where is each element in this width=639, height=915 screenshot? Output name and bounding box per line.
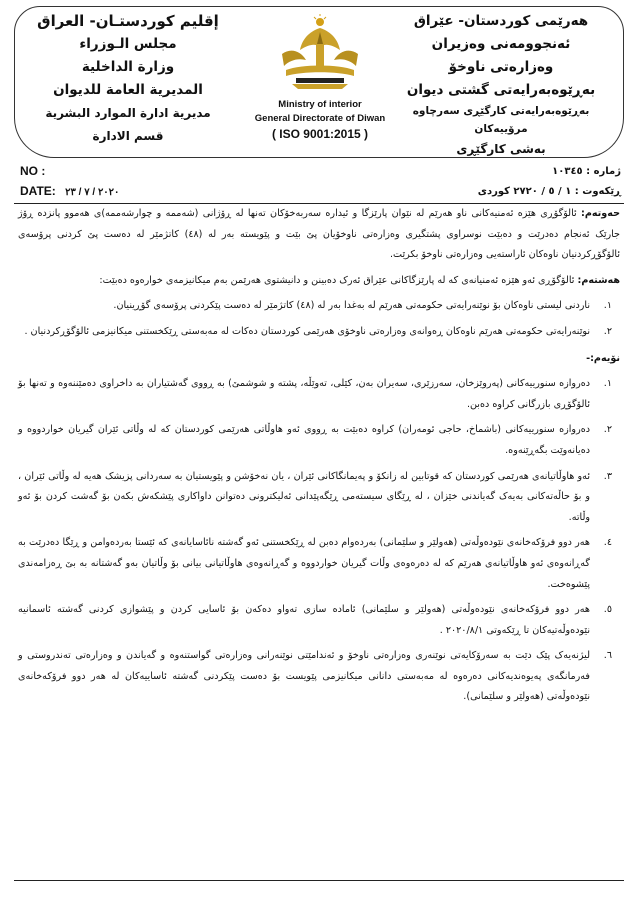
list-item [18,533,620,595]
arabic-header-line: مجلس الـوزراء [79,36,177,52]
item-text: هەر دوو فرۆکەخانەی نێودەوڵەتی (هەولێر و سلێمانی) ئامادە سازی تەواو دەکەن بۆ ئاسایی کردن و پێشوازی کردنی گەشتە ئاسمانیە نێودەوڵەتیەکان تا ڕێکەوتی ٢٠٢٠/٨/١ . [18,604,590,636]
kurdish-header [391,10,611,161]
item-text: لیژنەیەک پێک دێت بە سەرۆکایەتی نوێنەری وەزارەتی ناوخۆ و ئەندامێتی نوێنەرانی وەزارەتی گواستنەوە و گەیاندن و وەزارەتی تەندروستی و فەرمانگەی پەیوەندیەکانی دەرەوە لە مەبەستی دانانی میکانیزمی پێویست بۆ دەست پێکردنی گەشتە ئاساییەکان لە هەر دوو فرۆکەخانەی نێودەوڵەتی (هەولێر و سلێمانی). [18,650,590,703]
arabic-header-line: إقليم كوردستـان- العراق [37,12,219,30]
item-number: ٢. [603,424,612,436]
section-ninth-heading: نۆیەم:- [586,352,620,364]
date-kurdish: ڕێکەوت : ١ / ٥ / ٢٧٢٠ کوردی [477,186,621,197]
item-text: ئەو هاوڵاتیانەی هەرێمی کوردستان کە قوتابین لە زانکۆ و پەیمانگاکانی ئێران ، یان نەخۆشن و پێویستیان بە سەردانی پزیشک هەیە لە وڵاتی ئێران ، و بۆ حاڵەتەکانی بەیەک گەیاندنی خێزان ، لە ڕێگای سیستەمی ڕێگەپێدانی ئەلیکترونی دەتوانن داواکاری پێشکەش بکەن بۆ گەشت کردن بۆ ئەو وڵاتە. [18,470,590,523]
date-field [20,184,119,198]
kurdish-header-line: بەشی کارگێڕی [456,142,546,156]
item-text: دەروازە سنورییەکانی (پەروێزخان، سەرزێری، سەیران بەن، کێلی، تەوێڵە، پشتە و شوشمێ) بە ڕووی گەشتیاران بە داخراوی دەمێننەوە و تەنها بۆ ئالۆگۆڕی بازرگانی کراوە دەبن. [18,378,590,410]
paragraph-label: حەوتەم: [581,208,620,219]
ministry-en: Ministry of interior [278,99,362,110]
kurdish-header-line: بەڕێوەبەرایەتی کارگێڕی سەرچاوە مرۆییەکان [412,105,590,135]
item-number: ٥. [603,604,612,616]
list-item [18,467,620,529]
list-item [18,322,620,343]
footer-divider [14,880,624,881]
item-number: ٤. [603,537,612,549]
arabic-header-line: قسم الادارة [92,129,164,143]
list-item [18,646,620,708]
kurdish-header-line: بەڕێوەبەرایەتی گشتی دیوان [406,82,596,98]
paragraph-label: هەشتەم: [577,274,620,286]
paragraph-seventh [18,204,620,266]
item-number: ٣. [603,470,612,482]
item-text: هەر دوو فرۆکەخانەی نێودەوڵەتی (هەولێر و سلێمانی) بەردەوام دەبن لە ڕێکخستنی ئەو گەشتە نائاسایانەی کە ئێستا بەردەوامن و ڕێگا دەدرێت بە گەڕانەوەی ئەو هاوڵاتیانەی هەرێم کە لە دەرەوەی وڵات گیریان خواردووە و گەڕانەوەی هاوڵاتیانی بیانی بۆ وڵاتیان بەو گەشتانە بە بێ ڕەزامەندی پێشوەخت. [18,537,590,590]
paragraph-text: ئالۆگۆڕی هێزە ئەمنیەکانی ناو هەرێم لە نێوان پارێزگا و ئیدارە سەربەخۆکان تەنها لە ڕۆژانی (شەممە و چوارشەممە)ی هەموو پانزدە ڕۆژ جارێک ئەنجام دەدرێت و دەبێت نوسراوی پشتگیری وەزارەتی ناوخۆیان پێ بێت و پێویستە بەر لە (٤٨) کاتژمێر لە دەست پێ کردنی پرۆسەی ئالۆگۆڕکردنیان ناوەکان ئاراستەیی وەزارەتی ناوخۆ بکرێت. [18,208,620,261]
item-number: ١. [603,300,612,312]
arabic-header-line: وزارة الداخلية [81,59,175,75]
no-label: NO : [20,164,46,178]
item-number: ٦. [603,650,612,662]
item-text: دەروازە سنورییەکانی (باشماخ، حاجی ئومەران) کراوە دەبێت بە ڕووی ئەو هاوڵاتی هەرێمی کوردستان کە لە وڵاتی ئێران گیریان خواردووە و دەیانەوێت بگەڕێنەوە. [18,424,590,456]
arabic-header-line: المديرية العامة للديوان [53,82,203,98]
date-value: ٢٠٢٠ / ٧ / ٢٣ [65,187,120,198]
arabic-header-line: مديرية ادارة الموارد البشرية [45,106,211,120]
kurdish-header-line: ئەنجوومەنی وەزیران [431,36,571,52]
list-item [18,374,620,415]
list-item [18,420,620,461]
letter-body [18,204,620,713]
kurdistan-emblem-icon [272,14,368,90]
item-number: ٢. [603,325,612,337]
number-kurdish: ژمارە : ١٠٣٤٥ [552,166,621,177]
item-text: نوێنەرایەتی حکومەتی هەرێم ناوەکان ڕەوانەی وەزارەتی ناوخۆی هەرێمی کوردستان دەکات لە مەبەستی ڕێکخستنی میکانیزمی ئالۆگۆڕکردنیان . [24,325,590,337]
paragraph-eighth [18,271,620,292]
iso-label: ( ISO 9001:2015 ) [271,127,369,141]
arabic-header [28,10,228,148]
item-number: ١. [603,378,612,390]
kurdish-header-line: هەرێمی کوردستان- عێراق [413,13,589,29]
date-label: DATE: [20,184,56,198]
kurdish-header-line: وەزارەتی ناوخۆ [448,59,554,75]
list-item [18,600,620,641]
paragraph-text: ئالۆگۆڕی ئەو هێزە ئەمنیانەی کە لە پارێزگاکانی عێراق ئەرک دەبینن و دانیشتوی هەرێمن بەم میکانیزمەی خوارەوە دەبێت: [99,274,575,286]
list-item [18,296,620,317]
directorate-en: General Directorate of Diwan [254,113,386,124]
ministry-title [228,98,412,126]
item-text: ناردنی لیستی ناوەکان بۆ نوێنەرایەتی حکومەتی هەرێم لە بەغدا بەر لە (٤٨) کاتژمێر لە دەست پێکردنی پرۆسەی گۆڕینیان. [113,300,590,312]
